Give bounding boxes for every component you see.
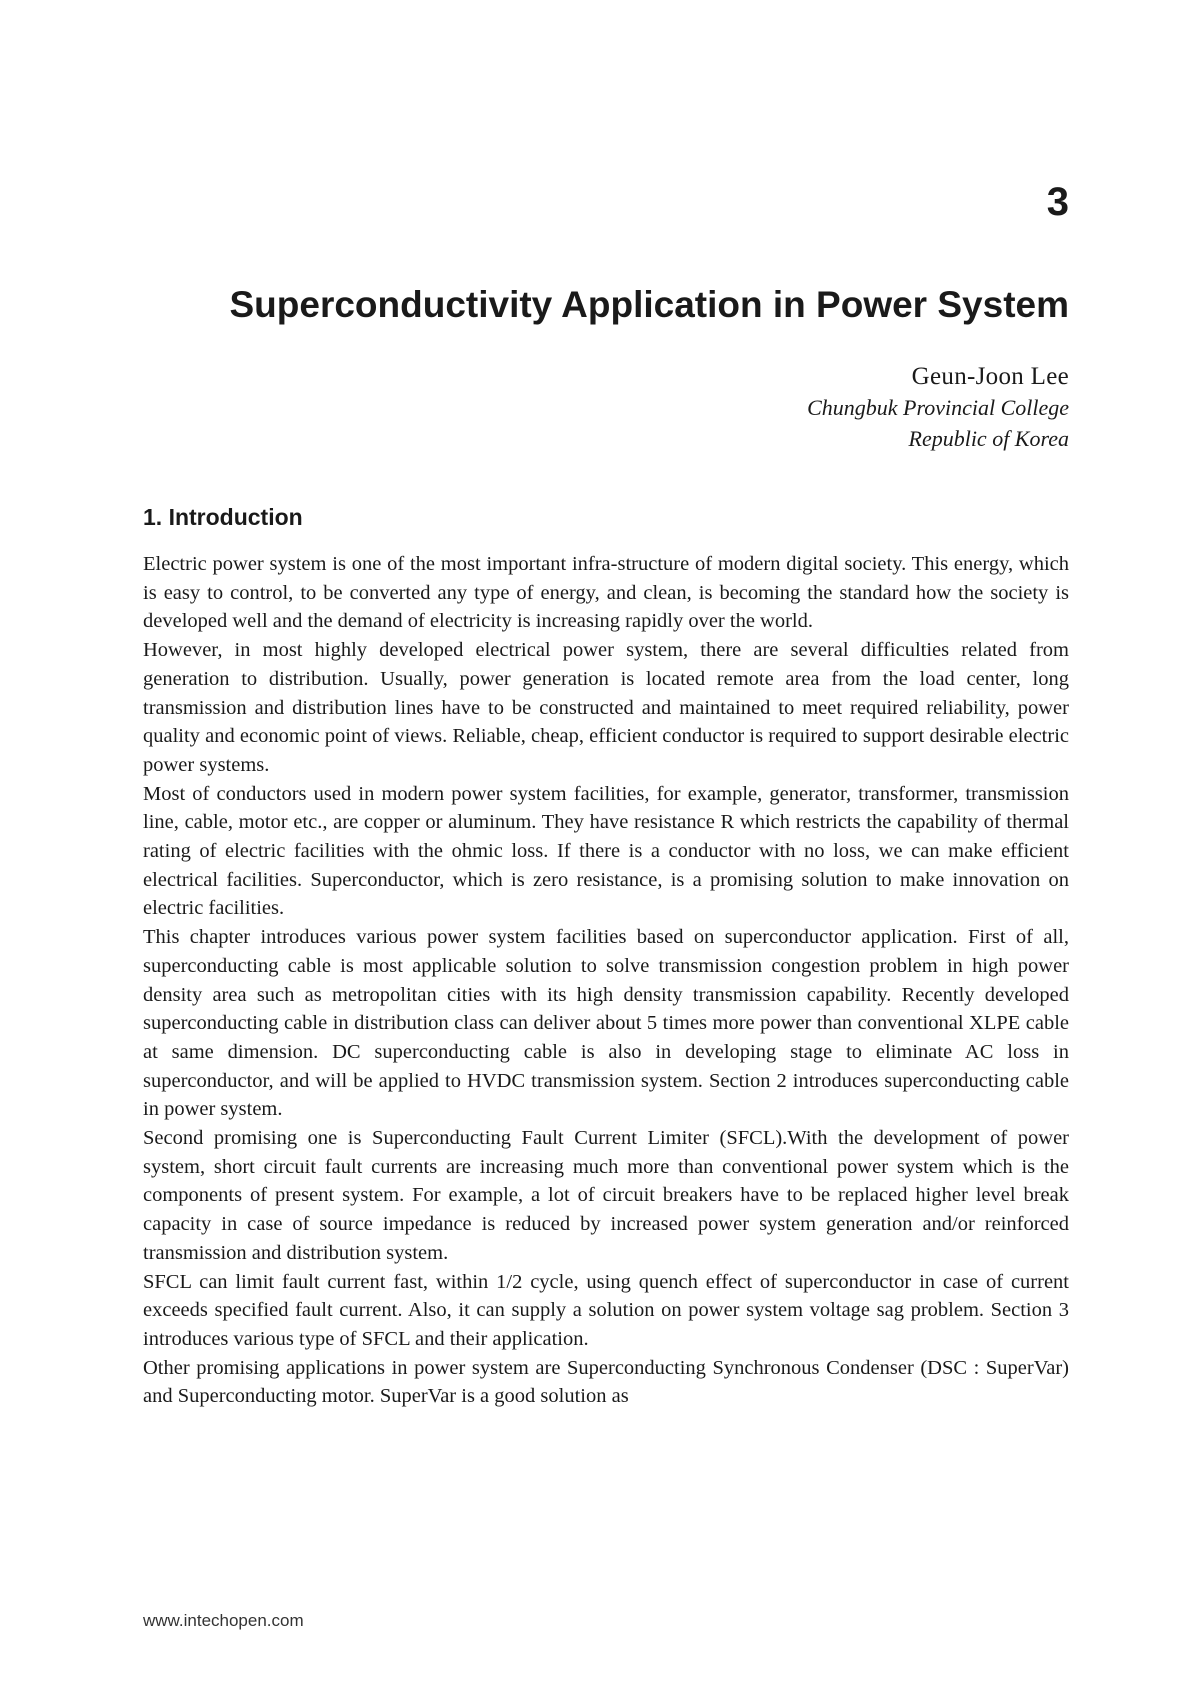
section-heading: 1. Introduction xyxy=(143,504,303,530)
chapter-title: Superconductivity Application in Power System xyxy=(229,284,1069,325)
author-block xyxy=(469,362,1069,454)
paragraph-3: Most of conductors used in modern power system facilities, for example, generator, transformer, transmission line, cable, motor etc., are copper or aluminum. They have resistance R which restricts the capability of thermal rating of electric facilities with the ohmic loss. If there is a conductor with no loss, we can make efficient electrical facilities. Superconductor, which is zero resistance, is a promising solution to make innovation on electric facilities. xyxy=(143,782,1069,920)
paragraph-7: Other promising applications in power system are Superconducting Synchronous Condenser (DSC : SuperVar) and Superconducting motor. SuperVar is a good solution as xyxy=(143,1356,1069,1408)
paragraph-1: Electric power system is one of the most important infra-structure of modern digital society. This energy, which is easy to control, to be converted any type of energy, and clean, is becoming the standard how the society is developed well and the demand of electricity is increasing rapidly over the world. xyxy=(143,553,1069,633)
footer-url: www.intechopen.com xyxy=(143,1611,304,1630)
paragraph-4: This chapter introduces various power system facilities based on superconductor application. First of all, superconducting cable is most applicable solution to solve transmission congestion problem in high power density area such as metropolitan cities with its high density transmission capability. Recently developed superconducting cable in distribution class can deliver about 5 times more power than conventional XLPE cable at same dimension. DC superconducting cable is also in developing stage to eliminate AC loss in superconductor, and will be applied to HVDC transmission system. Section 2 introduces superconducting cable in power system. xyxy=(143,926,1069,1121)
chapter-number: 3 xyxy=(1046,180,1069,224)
paragraph-2: However, in most highly developed electrical power system, there are several difficulties related from generation to distribution. Usually, power generation is located remote area from the load center, long transmission and distribution lines have to be constructed and maintained to meet required reliability, power quality and economic point of views. Reliable, cheap, efficient conductor is required to support desirable electric power systems. xyxy=(143,639,1069,776)
paragraph-5: Second promising one is Superconducting Fault Current Limiter (SFCL).With the development of power system, short circuit fault currents are increasing much more than conventional power system which is the components of present system. For example, a lot of circuit breakers have to be replaced higher level break capacity in case of source impedance is reduced by increased power system generation and/or reinforced transmission and distribution system. xyxy=(143,1127,1069,1264)
paragraph-6: SFCL can limit fault current fast, within 1/2 cycle, using quench effect of superconductor in case of current exceeds specified fault current. Also, it can supply a solution on power system voltage sag problem. Section 3 introduces various type of SFCL and their application. xyxy=(143,1270,1069,1350)
section-body xyxy=(143,550,1069,1411)
author-affiliation-college: Chungbuk Provincial College xyxy=(807,395,1069,420)
author-name: Geun-Joon Lee xyxy=(911,363,1069,390)
author-affiliation-country: Republic of Korea xyxy=(908,426,1069,451)
